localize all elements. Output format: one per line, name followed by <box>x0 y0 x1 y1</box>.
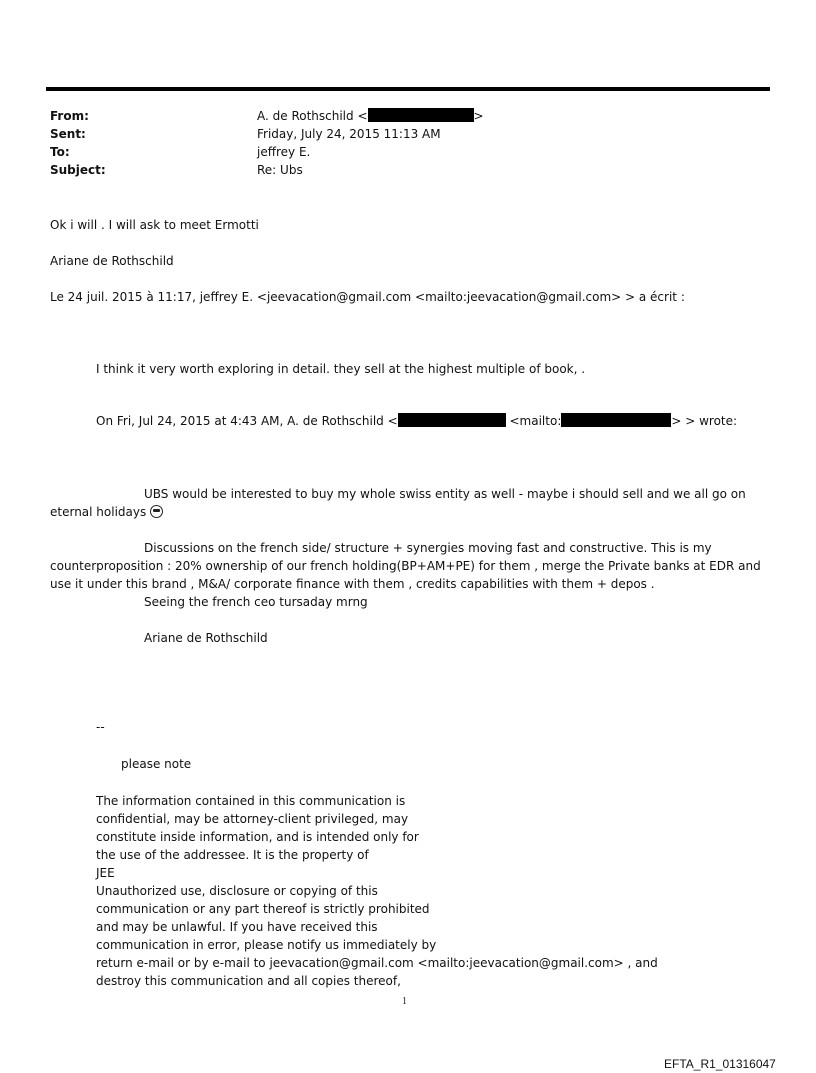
from-value <box>257 108 484 124</box>
quoted2-p2-line3: use it under this brand , M&A/ corporate finance with them , credits capabilities with them + depos . <box>50 577 655 591</box>
disclaimer-line: communication or any part thereof is strictly prohibited <box>96 902 430 916</box>
disclaimer-line: return e-mail or by e-mail to jeevacation@gmail.com <mailto:jeevacation@gmail.com> , and <box>96 956 658 970</box>
quoted2-p1-line2 <box>50 504 163 520</box>
redaction-box <box>398 413 506 427</box>
from-label: From: <box>50 109 89 123</box>
disclaimer-line: destroy this communication and all copies thereof, <box>96 974 401 988</box>
disclaimer-line: and may be unlawful. If you have received this <box>96 920 378 934</box>
to-label: To: <box>50 145 70 159</box>
quoted2-p2-line1: Discussions on the french side/ structure + synergies moving fast and constructive. This is my <box>144 541 712 555</box>
smiley-emoji-icon <box>150 505 163 518</box>
quoted2-p2-line4: Seeing the french ceo tursaday mrng <box>144 595 368 609</box>
disclaimer-line: communication in error, please notify us immediately by <box>96 938 437 952</box>
disclaimer-line: The information contained in this communication is <box>96 794 406 808</box>
redaction-box <box>368 108 474 122</box>
quoted2-p2-line2: counterproposition : 20% ownership of our french holding(BP+AM+PE) for them , merge the Private banks at EDR and <box>50 559 761 573</box>
quoted2-signature: Ariane de Rothschild <box>144 631 268 645</box>
to-value: jeffrey E. <box>257 145 311 159</box>
signature-dashes: -- <box>96 720 105 734</box>
header-rule <box>46 87 770 91</box>
quoted-header <box>96 413 737 429</box>
quoted2-p1-line1: UBS would be interested to buy my whole swiss entity as well - maybe i should sell and we all go on <box>144 487 746 501</box>
disclaimer-line: confidential, may be attorney-client privileged, may <box>96 812 409 826</box>
reply-line: Ok i will . I will ask to meet Ermotti <box>50 218 259 232</box>
disclaimer <box>96 792 676 990</box>
disclaimer-line: Unauthorized use, disclosure or copying of this <box>96 884 378 898</box>
quoted-header-suffix: > > wrote: <box>671 414 738 428</box>
quoted-header-prefix: On Fri, Jul 24, 2015 at 4:43 AM, A. de Rothschild < <box>96 414 398 428</box>
subject-label: Subject: <box>50 163 106 177</box>
page-number: 1 <box>402 996 407 1007</box>
from-name: A. de Rothschild < <box>257 109 368 123</box>
quoted2-p1-text: eternal holidays <box>50 505 147 519</box>
disclaimer-line: the use of the addressee. It is the property of <box>96 848 369 862</box>
bates-number: EFTA_R1_01316047 <box>664 1057 776 1071</box>
subject-value: Re: Ubs <box>257 163 303 177</box>
redaction-box <box>561 413 671 427</box>
sent-label: Sent: <box>50 127 86 141</box>
reply-signature: Ariane de Rothschild <box>50 254 174 268</box>
please-note: please note <box>121 757 192 771</box>
quote-header: Le 24 juil. 2015 à 11:17, jeffrey E. <jeevacation@gmail.com <mailto:jeevacation@gmail.com> > a écrit : <box>50 290 685 304</box>
quoted-message-text: I think it very worth exploring in detail. they sell at the highest multiple of book, . <box>96 362 586 376</box>
quoted-header-mailto: <mailto: <box>509 414 562 428</box>
disclaimer-line: JEE <box>96 866 115 880</box>
disclaimer-line: constitute inside information, and is intended only for <box>96 830 419 844</box>
from-close: > <box>473 109 484 123</box>
sent-value: Friday, July 24, 2015 11:13 AM <box>257 127 441 141</box>
